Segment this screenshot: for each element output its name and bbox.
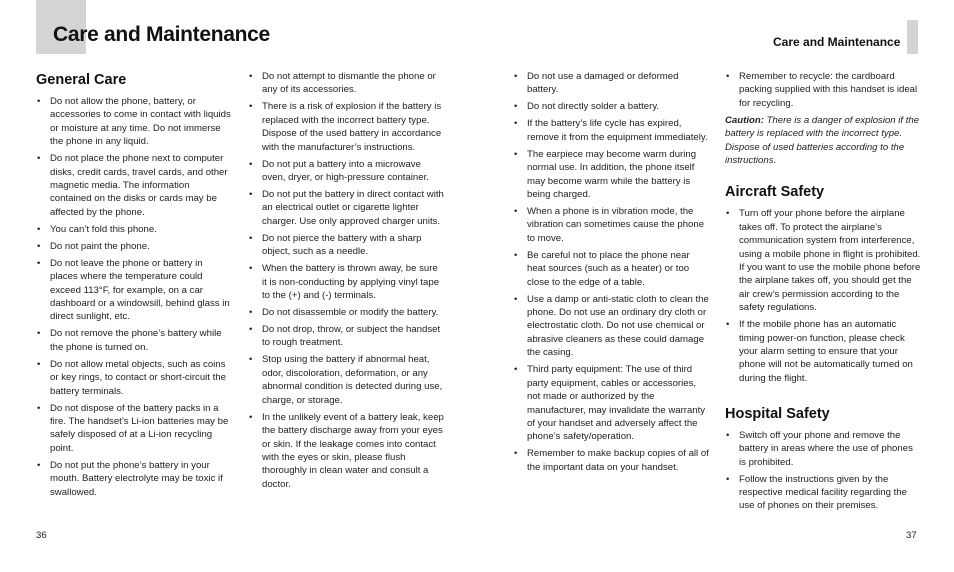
list-item: • When the battery is thrown away, be sure it is non-conducting by applying vinyl tape to the (+) and (-) terminals. (248, 262, 444, 302)
running-head: Care and Maintenance (773, 35, 901, 49)
list-item: • Remember to recycle: the cardboard packing supplied with this handset is ideal for recycling. (725, 70, 921, 110)
hospital-safety-heading: Hospital Safety (725, 405, 830, 422)
list-item: • When a phone is in vibration mode, the vibration can sometimes cause the phone to move. (513, 205, 709, 245)
hospital-safety-list (725, 429, 921, 513)
list-item: • Do not put a battery into a microwave oven, dryer, or high-pressure container. (248, 158, 444, 185)
general-care-list-4 (725, 70, 921, 110)
list-item: • There is a risk of explosion if the battery is replaced with the incorrect battery type. Dispose of the used battery in accordance with the manufacturer’s instructions. (248, 100, 444, 154)
list-item: • Do not dispose of the battery packs in a fire. The handset’s Li-ion batteries may be safely disposed of at a Li-ion recycling point. (36, 402, 232, 456)
list-item: • Do not place the phone next to computer disks, credit cards, travel cards, and other magnetic media. The information contained on the disks or cards may be affected by the phone. (36, 152, 232, 219)
page-title: Care and Maintenance (53, 23, 270, 46)
general-care-list-2 (248, 70, 444, 491)
list-item: • Do not allow the phone, battery, or accessories to come in contact with liquids or moisture at any time. Do not immerse the phone in any liquid. (36, 95, 232, 149)
list-item: • You can’t fold this phone. (36, 223, 232, 236)
caution-text: There is a danger of explosion if the battery is replaced with the incorrect type. Dispose of used batteries according to the instructions. (725, 114, 920, 167)
general-care-list-1 (36, 95, 232, 499)
list-item: • Do not use a damaged or deformed battery. (513, 70, 709, 97)
page-number-left: 36 (36, 530, 47, 541)
list-item: • Stop using the battery if abnormal heat, odor, discoloration, deformation, or any abnormal condition is detected during use, charge, or storage. (248, 353, 444, 407)
list-item: • Do not leave the phone or battery in places where the temperature could exceed 113°F, for example, on a car dashboard or a windowsill, behind glass in direct sunlight, etc. (36, 257, 232, 324)
list-item: • In the unlikely event of a battery leak, keep the battery discharge away from your eyes or skin. If the leakage comes into contact with the eyes or skin, please flush thoroughly in clean water and consult a doctor. (248, 411, 444, 491)
column-2 (248, 70, 444, 495)
list-item: • Turn off your phone before the airplane takes off. To protect the airplane’s communication system from interference, using a mobile phone in flight is prohibited. If you want to use the mobile phone before the airplane takes off, you should get the air crew’s permission according to the safety regulations. (725, 207, 921, 314)
list-item: • The earpiece may become warm during normal use. In addition, the phone itself may become warm while the battery is being charged. (513, 148, 709, 202)
list-item: • Do not pierce the battery with a sharp object, such as a needle. (248, 232, 444, 259)
caution-note (725, 114, 921, 168)
list-item: • Use a damp or anti-static cloth to clean the phone. Do not use an ordinary dry cloth or electrostatic cloth. Do not use chemical or abrasive cleaners as these could damage the casing. (513, 293, 709, 360)
list-item: • Do not drop, throw, or subject the handset to rough treatment. (248, 323, 444, 350)
list-item: • If the battery’s life cycle has expired, remove it from the equipment immediately. (513, 117, 709, 144)
list-item: • Do not put the battery in direct contact with an electrical outlet or cigarette lighter charger. Use only approved charger units. (248, 188, 444, 228)
list-item: • Do not allow metal objects, such as coins or key rings, to contact or short-circuit the battery terminals. (36, 358, 232, 398)
column-1 (36, 73, 232, 503)
list-item: • Third party equipment: The use of third party equipment, cables or accessories, not made or authorized by the manufacturer, may invalidate the warranty of your handset and adversely affect the phone’s safety/operation. (513, 363, 709, 443)
list-item: • Do not disassemble or modify the battery. (248, 306, 444, 319)
list-item: • Be careful not to place the phone near heat sources (such as a heater) or too close to the edge of a table. (513, 249, 709, 289)
column-3 (513, 70, 709, 478)
column-4 (725, 70, 921, 516)
general-care-heading: General Care (36, 72, 127, 88)
page-number-right: 37 (906, 530, 917, 541)
list-item: • Do not remove the phone’s battery while the phone is turned on. (36, 327, 232, 354)
list-item: • Follow the instructions given by the respective medical facility regarding the use of phones on their premises. (725, 473, 921, 513)
general-care-list-3 (513, 70, 709, 474)
list-item: • Do not directly solder a battery. (513, 100, 709, 113)
aircraft-safety-heading: Aircraft Safety (725, 184, 825, 201)
aircraft-safety-list (725, 207, 921, 385)
list-item: • If the mobile phone has an automatic timing power-on function, please check your alarm setting to ensure that your phone will not be automatically turned on during the flight. (725, 318, 921, 385)
list-item: • Do not put the phone’s battery in your mouth. Battery electrolyte may be toxic if swallowed. (36, 459, 232, 499)
caution-label: Caution: (725, 114, 764, 126)
list-item: • Do not attempt to dismantle the phone or any of its accessories. (248, 70, 444, 97)
page-tab-right (907, 20, 918, 54)
list-item: • Remember to make backup copies of all of the important data on your handset. (513, 447, 709, 474)
list-item: • Do not paint the phone. (36, 240, 232, 253)
list-item: • Switch off your phone and remove the battery in areas where the use of phones is prohibited. (725, 429, 921, 469)
